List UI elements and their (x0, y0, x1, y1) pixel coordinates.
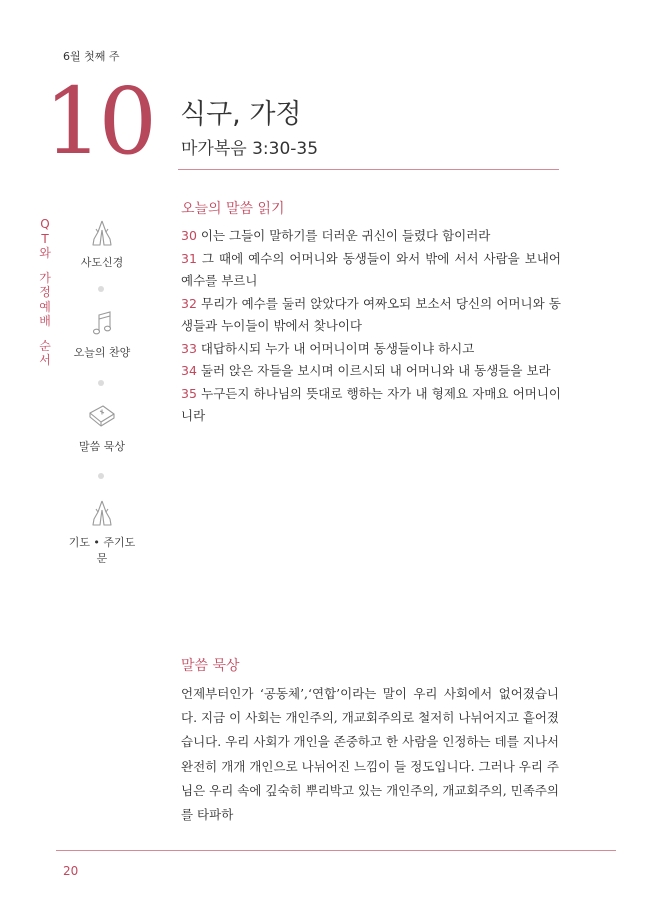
verse-text: 대답하시되 누가 내 어머니이며 동생들이냐 하시고 (196, 340, 475, 356)
praying-hands-icon (87, 498, 117, 528)
bible-book-icon (86, 402, 118, 432)
music-note-icon (87, 310, 117, 338)
step-apostles-creed (64, 218, 140, 270)
verse-text: 그 때에 예수의 어머니와 동생들이 와서 밖에 서서 사람을 보내어 예수를 부르니 (181, 250, 561, 288)
verse (181, 383, 561, 428)
step-divider-dot (98, 473, 104, 479)
verse-number: 31 (181, 250, 197, 266)
verse (181, 248, 561, 293)
step-word-meditation (64, 402, 140, 454)
verse (181, 338, 561, 361)
vertical-char: Q (40, 217, 50, 231)
step-divider-dot (98, 286, 104, 292)
vertical-char: 가 (39, 270, 51, 285)
vertical-order-label (37, 217, 53, 368)
vertical-char: 순 (39, 338, 51, 353)
verse-text: 누구든지 하나님의 뜻대로 행하는 자가 내 형제요 자매요 어머니이니라 (181, 385, 561, 423)
step-label: 오늘의 찬양 (73, 346, 131, 359)
step-todays-hymn (64, 310, 140, 360)
step-divider-dot (98, 380, 104, 386)
verse (181, 293, 561, 338)
verse-number: 33 (181, 340, 197, 356)
meditation-body: 언제부터인가 ‘공동체’,‘연합’이라는 말이 우리 사회에서 없어졌습니다. 지금 이 사회는 개인주의, 개교회주의로 철저히 나뉘어지고 흩어졌습니다. 우리 사회가 개인을 존중하고 한 사람을 인정하는 데를 지나서 완전히 개개 개인으로 나뉘어진 느낌이 들 정도입니다. 그러나 우리 주님은 우리 속에 깊숙히 뿌리박고 있는 개인주의, 개교회주의, 민족주의를 타파하 (181, 686, 559, 823)
step-label: 말씀 묵상 (78, 440, 125, 453)
vertical-char: T (41, 231, 49, 246)
scripture-passage (181, 225, 561, 428)
step-label: 기도 • 주기도문 (68, 536, 136, 565)
day-number: 10 (44, 68, 154, 175)
reading-heading: 오늘의 말씀 읽기 (181, 201, 285, 217)
verse-number: 35 (181, 385, 197, 401)
vertical-char: 정 (39, 285, 51, 299)
praying-hands-icon (87, 218, 117, 248)
vertical-char: 와 (39, 246, 51, 260)
verse-text: 둘러 앉은 자들을 보시며 이르시되 내 어머니와 내 동생들을 보라 (196, 363, 551, 378)
scripture-reference: 마가복음 3:30-35 (181, 139, 319, 159)
step-label: 사도신경 (80, 256, 124, 269)
verse (181, 225, 561, 248)
vertical-char: 예 (39, 299, 51, 314)
verse (181, 360, 561, 383)
title-divider (178, 169, 559, 170)
page-number: 20 (63, 864, 79, 878)
verse-number: 32 (181, 295, 197, 311)
vertical-char: 배 (39, 314, 51, 328)
footer-divider (56, 850, 616, 851)
page-title: 식구, 가정 (180, 99, 302, 130)
week-label: 6월 첫째 주 (63, 50, 120, 63)
vertical-char: 서 (39, 353, 51, 367)
step-prayer (64, 498, 140, 566)
verse-number: 34 (181, 363, 197, 378)
verse-text: 무리가 예수를 둘러 앉았다가 여짜오되 보소서 당신의 어머니와 동생들과 누이들이 밖에서 찾나이다 (181, 295, 561, 333)
verse-text: 이는 그들이 말하기를 더러운 귀신이 들렸다 함이러라 (196, 228, 491, 243)
verse-number: 30 (181, 228, 197, 243)
meditation-heading: 말씀 묵상 (181, 658, 240, 674)
